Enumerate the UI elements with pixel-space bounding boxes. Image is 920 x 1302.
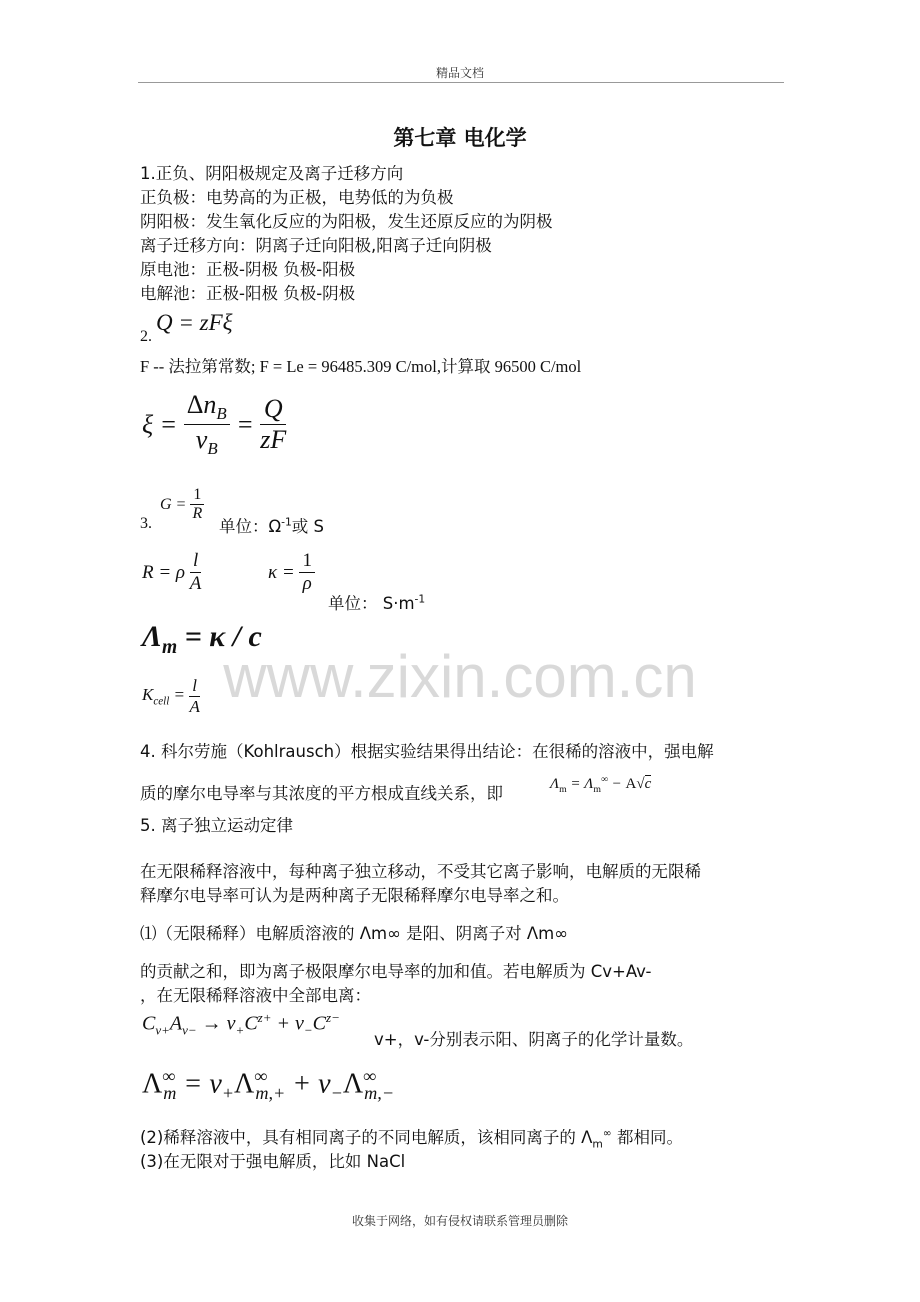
item1-line-1: ⑴（无限稀释）电解质溶液的 Λm∞ 是阳、阴离子对 Λm∞ — [140, 924, 568, 943]
page-header: 精品文档 — [435, 66, 484, 80]
cell-constant-formula: $K_{cell}$ = $\frac{l}{A}$ — [142, 676, 200, 716]
header-rule — [138, 82, 784, 83]
conductivity-unit: 单位： $S\cdot m^{-1}$ — [328, 592, 426, 613]
charge-formula: Q = zFξ — [156, 310, 233, 335]
item1-line-3: ，在无限稀释溶液中全部电离： — [140, 986, 371, 1005]
kohlrausch-law-formula: $\Lambda_m = \Lambda_m^\infty - A√c$ — [550, 774, 652, 795]
kohlrausch-line-1: 4. 科尔劳施（Kohlrausch）根据实验结果得出结论：在很稀的溶液中，强电解 — [140, 742, 714, 761]
kohlrausch-line-2: 质的摩尔电导率与其浓度的平方根成直线关系，即 — [140, 784, 503, 803]
independent-migration-line-2: 释摩尔电导率可认为是两种离子无限稀释摩尔电导率之和。 — [140, 886, 569, 905]
item1-line-2: 的贡献之和，即为离子极限摩尔电导率的加和值。若电解质为 Cv+Av- — [140, 962, 652, 981]
conductance-formula: G = $\frac{1}{R}$ — [160, 486, 204, 523]
watermark: www.zixin.com.cn — [223, 643, 697, 710]
chapter-title: 第七章 电化学 — [393, 125, 527, 150]
section1-line: 电解池：正极-阳极 负极-阴极 — [140, 284, 356, 303]
extent-of-reaction-formula: ξ = $\frac{\Delta n_B}{\nu_B}$ = $\frac{Q}{zF}$ — [142, 390, 287, 459]
limiting-molar-conductivity-sum: $\Lambda^\infty_m = v_+\Lambda^\infty_{m,+} + v_-\Lambda^\infty_{m,-}$ — [142, 1066, 395, 1103]
item3-line: (3)在无限对于强电解质，比如 NaCl — [140, 1152, 406, 1171]
section5-heading: 5. 离子独立运动定律 — [140, 816, 293, 835]
faraday-constant-line: F -- 法拉第常数; F = Le = 96485.309 C/mol,计算取 96500 C/mol — [140, 357, 582, 376]
page-footer: 收集于网络，如有侵权请联系管理员删除 — [351, 1214, 568, 1228]
section2-number: 2. — [140, 328, 152, 345]
section1-line: 阴阳极：发生氧化反应的为阳极，发生还原反应的为阴极 — [140, 212, 553, 231]
section1-heading: 1.正负、阴阳极规定及离子迁移方向 — [140, 164, 404, 183]
item2-line: (2)稀释溶液中，具有相同离子的不同电解质，该相同离子的 $\Lambda_m^\infty$ 都相同。 — [140, 1126, 684, 1151]
section1-line: 原电池：正极-阴极 负极-阳极 — [140, 260, 356, 279]
conductivity-formula: κ = $\frac{1}{\rho}$ — [268, 550, 315, 595]
stoichiometry-note: v+，v-分别表示阳、阴离子的化学计量数。 — [374, 1030, 694, 1049]
section1-line: 离子迁移方向：阴离子迁向阳极,阳离子迁向阴极 — [140, 236, 492, 255]
section3-number: 3. — [140, 515, 152, 532]
independent-migration-line-1: 在无限稀释溶液中，每种离子独立移动，不受其它离子影响，电解质的无限稀 — [140, 862, 701, 881]
resistance-formula: R = ρ $\frac{l}{A}$ — [142, 550, 202, 594]
dissociation-equation: $C_{v+}A_{v-} \to v_+C^{z+} + v_-C^{z-}$ — [142, 1010, 340, 1038]
molar-conductivity-formula: $\Lambda_m = \kappa / c$ — [142, 620, 262, 658]
section1-line: 正负极：电势高的为正极，电势低的为负极 — [140, 188, 454, 207]
conductance-unit: 单位：$\Omega^{-1}$或 S — [219, 515, 325, 536]
